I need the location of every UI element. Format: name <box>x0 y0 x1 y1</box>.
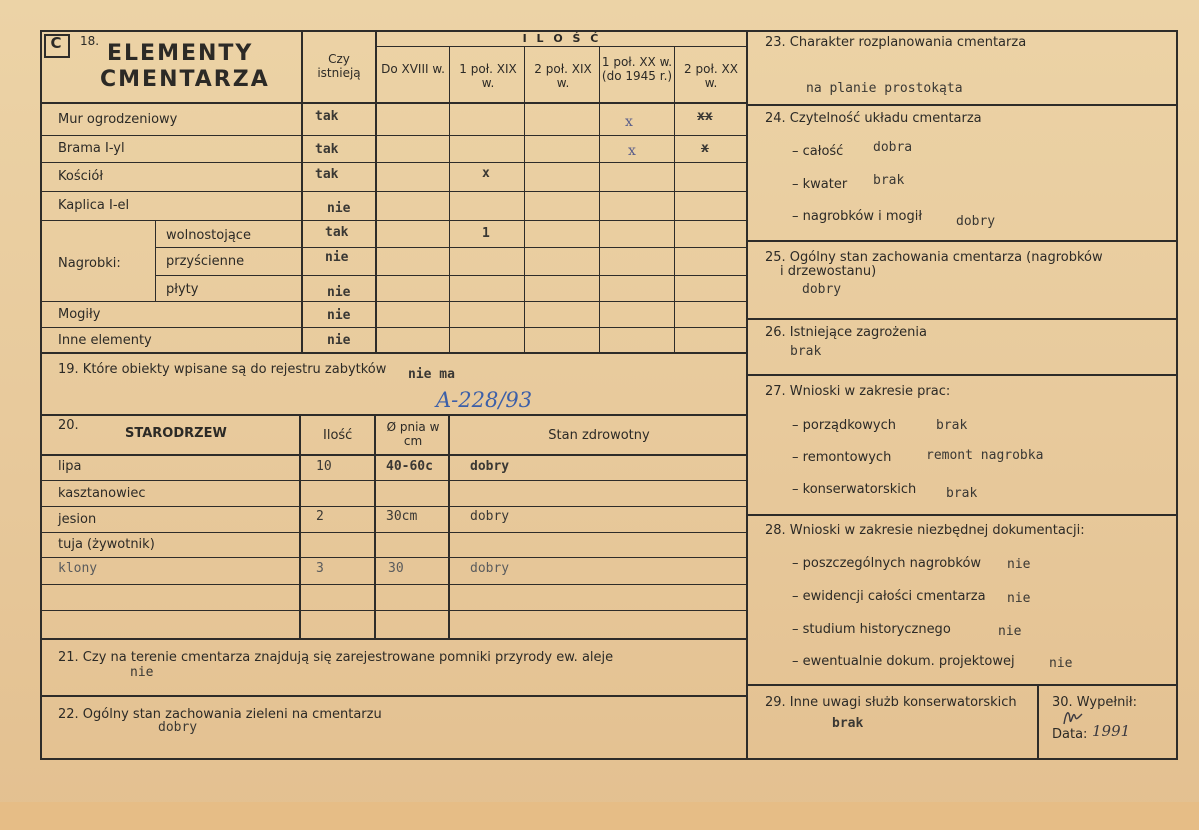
section-27-item-value: brak <box>946 486 978 501</box>
s25-bottom <box>746 318 1178 320</box>
czy-value: nie <box>327 333 351 348</box>
ilosc-header: I L O Ś Ć <box>522 32 602 45</box>
section-24-item-label: – kwater <box>792 177 848 192</box>
section-26-value: brak <box>790 344 822 359</box>
col-ilosc: Ilość <box>323 428 353 443</box>
tree-name: jesion <box>58 512 97 527</box>
col-stan: Stan zdrowotny <box>548 428 650 443</box>
row-label: płyty <box>166 282 199 297</box>
row-label: przyścienne <box>166 254 245 269</box>
section-24-item-value: brak <box>873 173 905 188</box>
s27-bottom <box>746 514 1178 516</box>
tree-name: kasztanowiec <box>58 486 146 501</box>
section-24-item-value: dobra <box>873 140 913 155</box>
s24-bottom <box>746 240 1178 242</box>
czy-value: tak <box>325 225 349 240</box>
col-2pol-xix: 2 poł. XIX w. <box>534 62 592 90</box>
mark-x: x <box>628 143 636 159</box>
col-czy-istnieja: Czy istnieją <box>317 52 361 80</box>
section-28-item-label: – poszczególnych nagrobków <box>792 556 982 571</box>
section-24-label: 24. Czytelność układu cmentarza <box>765 111 982 126</box>
frame-right <box>1176 30 1178 760</box>
s28-bottom <box>746 684 1178 686</box>
frame-bottom <box>40 758 1178 760</box>
s18-row-line <box>40 220 747 221</box>
section-27-item-value: brak <box>936 418 968 433</box>
section-19-value: nie ma <box>408 367 455 382</box>
tree-stan: dobry <box>470 561 510 576</box>
tree-pnia: 30cm <box>386 509 418 524</box>
s18-row-line <box>155 247 747 248</box>
col-1pol-xix: 1 poł. XIX w. <box>459 62 517 90</box>
s18-col-3 <box>524 46 525 353</box>
section-28-label: 28. Wnioski w zakresie niezbędnej dokumentacji: <box>765 523 1085 538</box>
s18-header-bottom <box>40 102 747 104</box>
czy-value: nie <box>327 285 351 300</box>
s18-row-line <box>40 135 747 136</box>
signature-scribble <box>1060 704 1086 730</box>
czy-value: tak <box>315 167 339 182</box>
frame-left <box>40 30 42 760</box>
section-23-value: na planie prostokąta <box>806 81 963 96</box>
tree-stan: dobry <box>470 509 510 524</box>
s26-bottom <box>746 374 1178 376</box>
section-19-label: 19. Które obiekty wpisane są do rejestru zabytków <box>58 362 387 377</box>
mark-count: 1 <box>482 226 490 241</box>
s29-divider <box>1037 684 1039 760</box>
mark-xx-struck: xx <box>697 109 713 124</box>
section-25-label: 25. Ogólny stan zachowania cmentarza (nagrobków <box>765 250 1103 265</box>
section-28-item-value: nie <box>1049 656 1073 671</box>
section-28-item-label: – ewidencji całości cmentarza <box>792 589 986 604</box>
s23-bottom <box>746 104 1178 106</box>
section-20-number: 20. <box>58 418 79 433</box>
col-pnia: Ø pnia w cm <box>386 420 440 448</box>
s20-col-pnia <box>374 414 376 639</box>
section-28-item-label: – ewentualnie dokum. projektowej <box>792 654 1015 669</box>
section-27-item-label: – konserwatorskich <box>792 482 917 497</box>
tree-name: lipa <box>58 459 82 474</box>
s18-bottom <box>40 352 747 354</box>
row-label: Inne elementy <box>58 333 152 348</box>
section-30-date-label: Data: <box>1052 727 1088 742</box>
s18-row-line <box>40 191 747 192</box>
tree-pnia: 30 <box>388 561 404 576</box>
s18-row-line <box>40 301 747 302</box>
section-27-item-value: remont nagrobka <box>926 448 1044 463</box>
section-18-number: 18. <box>80 34 100 48</box>
section-30-date-value: 1991 <box>1092 722 1131 740</box>
section-24-item-label: – całość <box>792 144 844 159</box>
tree-ilosc: 2 <box>316 509 324 524</box>
section-18-title-1: ELEMENTY <box>107 41 254 66</box>
s20-row-line <box>40 506 747 507</box>
s20-row-line <box>40 557 747 558</box>
section-21-label: 21. Czy na terenie cmentarza znajdują się zarejestrowane pomniki przyrody ew. aleje <box>58 650 614 665</box>
s20-bottom <box>40 638 747 640</box>
section-25-value: dobry <box>802 282 842 297</box>
section-28-item-label: – studium historycznego <box>792 622 951 637</box>
col-do-xviii: Do XVIII w. <box>381 62 445 76</box>
s18-row-line <box>40 327 747 328</box>
section-27-item-label: – remontowych <box>792 450 892 465</box>
section-25-label-2: i drzewostanu) <box>780 264 877 279</box>
tree-stan: dobry <box>470 459 510 474</box>
s20-col-stan <box>448 414 450 639</box>
row-label: Kaplica I-el <box>58 198 130 213</box>
row-label: Mur ogrodzeniowy <box>58 112 178 127</box>
czy-value: tak <box>315 142 339 157</box>
section-19-handwritten: A-228/93 <box>436 388 533 412</box>
section-30-label: 30. Wypełnił: <box>1052 695 1137 710</box>
section-29-label: 29. Inne uwagi służb konserwatorskich <box>765 695 1017 710</box>
s19-bottom <box>40 414 747 416</box>
section-letter: C <box>50 34 62 52</box>
row-label: Kościół <box>58 169 104 184</box>
section-24-item-value: dobry <box>956 214 996 229</box>
s20-header-bottom <box>40 454 747 456</box>
s20-row-line <box>40 480 747 481</box>
section-28-item-value: nie <box>1007 557 1031 572</box>
section-22-value: dobry <box>158 720 198 735</box>
s18-col-2 <box>449 46 450 353</box>
s18-row-line <box>155 275 747 276</box>
section-24-item-label: – nagrobków i mogił <box>792 209 923 224</box>
s20-row-line <box>40 584 747 585</box>
czy-value: nie <box>327 201 351 216</box>
s18-col-4 <box>599 46 600 353</box>
s20-col-ilosc <box>299 414 301 639</box>
section-29-value: brak <box>832 716 864 731</box>
section-27-label: 27. Wnioski w zakresie prac: <box>765 384 951 399</box>
mark-x: x <box>625 114 633 130</box>
main-divider <box>746 30 748 760</box>
section-27-item-label: – porządkowych <box>792 418 896 433</box>
s18-nagrobki-divider <box>155 220 156 301</box>
czy-value: nie <box>327 308 351 323</box>
mark-x: x <box>482 166 490 181</box>
s18-ilosc-underline <box>375 46 747 47</box>
row-label: wolnostojące <box>166 228 251 243</box>
section-21-value: nie <box>130 665 154 680</box>
mark-x-struck: x <box>701 141 709 156</box>
section-26-label: 26. Istniejące zagrożenia <box>765 325 927 340</box>
tree-ilosc: 3 <box>316 561 324 576</box>
row-label: Brama I-yl <box>58 141 125 156</box>
tree-pnia: 40-60c <box>386 459 433 474</box>
czy-value: tak <box>315 109 339 124</box>
section-18-title-2: CMENTARZA <box>100 67 270 92</box>
col-1pol-xx: 1 poł. XX w. (do 1945 r.) <box>601 55 673 83</box>
section-23-label: 23. Charakter rozplanowania cmentarza <box>765 35 1027 50</box>
section-28-item-value: nie <box>998 624 1022 639</box>
col-2pol-xx: 2 poł. XX w. <box>684 62 738 90</box>
tree-name: tuja (żywotnik) <box>58 537 155 552</box>
section-22-label: 22. Ogólny stan zachowania zieleni na cmentarzu <box>58 707 382 722</box>
row-label: Mogiły <box>58 307 101 322</box>
tree-ilosc: 10 <box>316 459 332 474</box>
section-20-title: STARODRZEW <box>125 426 227 441</box>
czy-value: nie <box>325 250 349 265</box>
s18-col-5 <box>674 46 675 353</box>
s20-row-line <box>40 532 747 533</box>
nagrobki-label: Nagrobki: <box>58 256 121 271</box>
section-28-item-value: nie <box>1007 591 1031 606</box>
s20-row-line <box>40 610 747 611</box>
tree-name: klony <box>58 561 98 576</box>
s18-row-line <box>40 162 747 163</box>
s21-bottom <box>40 695 747 697</box>
